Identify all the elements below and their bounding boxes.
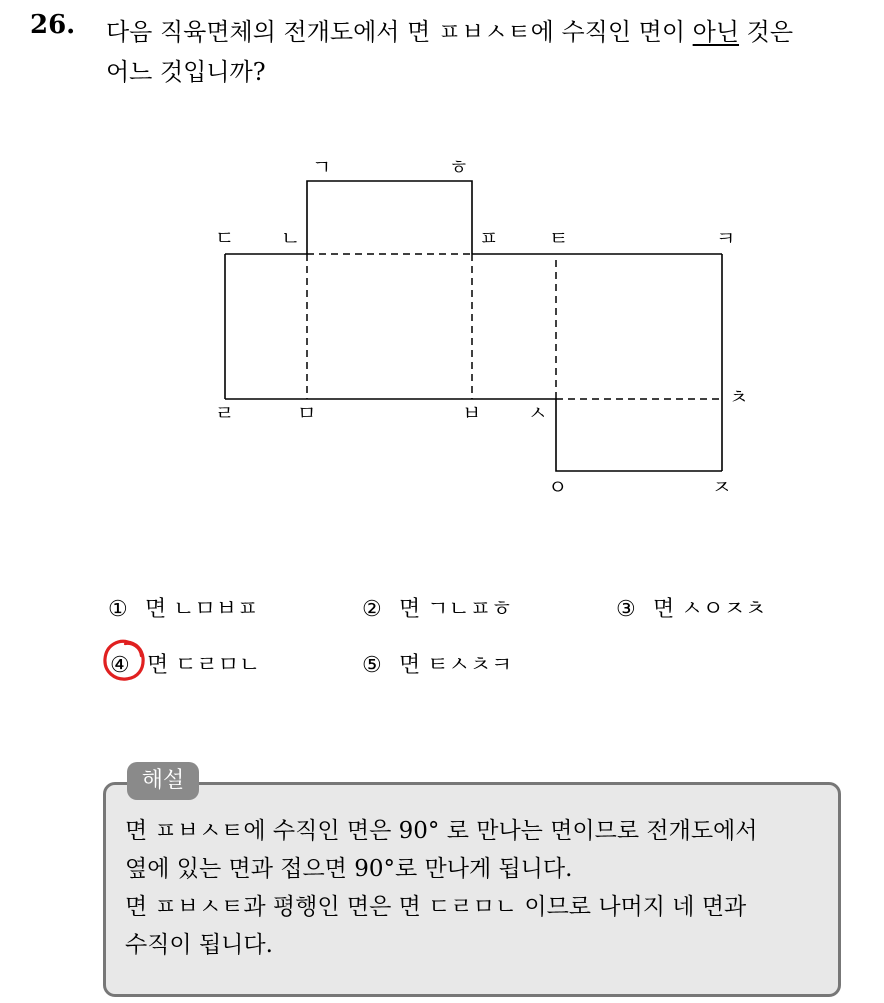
explanation-line-1: 면 ㅍㅂㅅㅌ에 수직인 면은 90° 로 만나는 면이므로 전개도에서 [125,818,758,844]
label-nieun: ㄴ [281,226,301,250]
label-mieum: ㅁ [297,401,317,425]
choice-3-mark: ③ [616,597,636,622]
choice-2-text: 면 ㄱㄴㅍㅎ [399,597,513,622]
label-digeut: ㄷ [215,226,235,250]
choice-4-mark: ④ [110,653,130,678]
explanation-line-4: 수직이 됩니다. [125,932,273,958]
choice-1-mark: ① [108,597,128,622]
choice-5-text: 면 ㅌㅅㅊㅋ [399,653,513,678]
label-pieup: ㅍ [479,226,499,250]
question-text-line2: 어느 것입니까? [106,58,266,86]
choice-1-text: 면 ㄴㅁㅂㅍ [145,597,259,622]
label-rieul: ㄹ [215,401,235,425]
choice-4-text: 면 ㄷㄹㅁㄴ [147,653,261,678]
question-text-part2: 것은 [739,18,794,46]
question-text-part1: 다음 직육면체의 전개도에서 면 ㅍㅂㅅㅌ에 수직인 면이 [106,18,693,46]
label-chieut: ㅊ [729,385,749,409]
red-answer-circle-icon [101,638,147,682]
label-ieung: ㅇ [548,475,568,499]
net-bottom-face [556,399,722,471]
label-hieut: ㅎ [449,155,469,179]
choice-1[interactable] [108,592,258,623]
choice-3[interactable] [616,592,766,623]
explanation-line-3: 면 ㅍㅂㅅㅌ과 평행인 면은 면 ㄷㄹㅁㄴ 이므로 나머지 네 면과 [125,894,747,920]
label-siot: ㅅ [528,401,548,425]
net-top-face [307,181,472,254]
choice-5-mark: ⑤ [362,653,382,678]
choice-2[interactable] [362,592,512,623]
choice-2-mark: ② [362,597,382,622]
explanation-line-2: 옆에 있는 면과 접으면 90°로 만나게 됩니다. [125,856,573,882]
explanation-tag: 해설 [127,762,199,800]
choice-5[interactable] [362,648,512,679]
label-tieut: ㅌ [549,226,569,250]
choice-3-text: 면 ㅅㅇㅈㅊ [653,597,767,622]
explanation-text [125,812,835,964]
question-number: 26. [30,10,76,40]
question-text-underlined: 아닌 [692,18,740,46]
label-jieut: ㅈ [712,475,732,499]
label-kieuk: ㅋ [716,226,736,250]
label-giyeok: ㄱ [312,155,332,179]
label-bieup: ㅂ [462,401,482,425]
